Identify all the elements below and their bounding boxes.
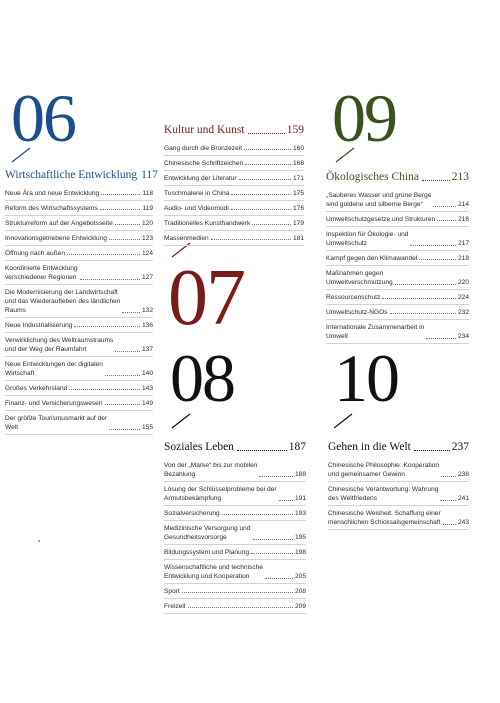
section-08-leader xyxy=(237,440,287,451)
toc-entry-leader xyxy=(188,607,293,608)
toc-entry-leader xyxy=(105,375,140,376)
toc-entry-page: 198 xyxy=(294,548,306,556)
toc-entry-line xyxy=(5,288,153,315)
toc-entry-page: 127 xyxy=(141,273,153,281)
toc-entry-page: 175 xyxy=(292,189,304,197)
toc-entry-text: Lösung der Schlüsselprobleme bei der Armutsbekämpfung xyxy=(164,485,277,502)
toc-entry-leader xyxy=(443,524,456,525)
toc-entry-line xyxy=(164,234,304,243)
section-08-entries xyxy=(164,458,306,614)
toc-entry-text: Kampf gegen den Klimawandel xyxy=(326,254,418,262)
toc-entry-line xyxy=(326,230,469,248)
toc-entry-text: Reform des Wirtschaftssystems xyxy=(5,204,98,212)
toc-entry-line xyxy=(326,191,469,209)
toc-entry-leader xyxy=(105,404,140,405)
section-07-leader xyxy=(248,123,285,134)
toc-entry-leader xyxy=(231,194,291,195)
toc-entry-leader xyxy=(80,279,140,280)
toc-entry-text: Neue Industrialisierung xyxy=(5,321,73,329)
toc-entry-text: Chinesische Philosophie: Kooperation und gemeinsamer Gewinn xyxy=(328,461,440,478)
toc-entry xyxy=(326,266,469,290)
toc-entry-line xyxy=(326,254,469,263)
toc-entry-leader xyxy=(279,500,293,501)
toc-entry-line xyxy=(328,485,469,503)
toc-entry xyxy=(328,506,469,530)
toc-entry-text: Ressourcenschutz xyxy=(326,293,381,301)
toc-entry-leader xyxy=(239,179,291,180)
toc-entry xyxy=(326,188,469,212)
toc-entry-page: 220 xyxy=(457,278,469,286)
toc-entry-line xyxy=(326,308,469,317)
toc-entry xyxy=(5,186,153,201)
toc-entry-line xyxy=(164,174,304,183)
toc-entry-line xyxy=(5,384,153,393)
toc-entry-text: Massenmedien xyxy=(164,234,209,242)
toc-entry xyxy=(164,521,306,545)
toc-entry-line xyxy=(164,524,306,542)
toc-entry xyxy=(164,186,304,201)
toc-entry-page: 238 xyxy=(457,470,469,478)
toc-entry-text: Freizeit xyxy=(164,602,186,610)
toc-entry-text: Innovationsgetriebene Entwicklung xyxy=(5,234,107,242)
toc-entry-line xyxy=(328,461,469,479)
print-speck xyxy=(38,540,40,542)
section-10-leader xyxy=(414,440,450,451)
section-08-heading xyxy=(164,440,306,454)
toc-entry-leader xyxy=(101,194,140,195)
toc-entry-line xyxy=(326,323,469,341)
toc-entry xyxy=(326,227,469,251)
toc-entry xyxy=(5,285,153,318)
toc-entry-leader xyxy=(265,578,293,579)
toc-entry xyxy=(5,333,153,357)
toc-entry-leader xyxy=(211,239,291,240)
toc-entry-page: 119 xyxy=(142,204,153,212)
toc-entry-page: 191 xyxy=(294,494,306,502)
section-06-heading xyxy=(5,168,158,182)
toc-entry xyxy=(164,560,306,584)
toc-entry xyxy=(5,261,153,285)
section-07-title: Kultur und Kunst xyxy=(164,124,245,136)
toc-entry-text: Maßnahmen gegen Umweltverschmutzung xyxy=(326,269,393,286)
toc-entry-page: 216 xyxy=(457,215,469,223)
section-07-entries xyxy=(164,141,304,246)
toc-entry-page: 243 xyxy=(457,518,469,526)
toc-entry xyxy=(164,458,306,482)
toc-entry-text: Chinesische Schriftzeichen xyxy=(164,159,244,167)
toc-entry-page: 118 xyxy=(142,189,153,197)
section-09-page: 213 xyxy=(451,171,469,183)
toc-entry-page: 224 xyxy=(457,293,469,301)
section-06-title: Wirtschaftliche Entwicklung xyxy=(5,169,138,181)
toc-entry-leader xyxy=(437,220,456,221)
toc-entry-line xyxy=(164,485,306,503)
toc-entry-page: 149 xyxy=(141,399,153,407)
section-06 xyxy=(5,168,158,435)
toc-entry-page: 217 xyxy=(457,239,469,247)
toc-entry-page: 123 xyxy=(141,234,153,242)
toc-entry-page: 132 xyxy=(141,306,153,314)
toc-entry-text: Traditionelles Kunsthandwerk xyxy=(164,219,251,227)
toc-entry-leader xyxy=(395,284,456,285)
toc-entry-line xyxy=(5,249,153,258)
section-06-page: 117 xyxy=(141,169,158,181)
toc-entry-leader xyxy=(222,514,293,515)
toc-entry-page: 205 xyxy=(294,572,306,580)
toc-entry-leader xyxy=(182,592,293,593)
slash-decoration-08 xyxy=(170,412,192,430)
toc-entry-line xyxy=(164,461,306,479)
slash-decoration-10 xyxy=(332,412,354,430)
toc-entry-page: 120 xyxy=(141,219,153,227)
toc-entry-leader xyxy=(109,239,140,240)
toc-entry-line xyxy=(164,204,304,213)
toc-entry-line xyxy=(5,234,153,243)
toc-entry-line xyxy=(5,189,153,198)
section-07-page: 159 xyxy=(286,124,304,136)
toc-entry-leader xyxy=(115,351,140,352)
toc-entry-text: Öffnung nach außen xyxy=(5,249,66,257)
section-09-title: Ökologisches China xyxy=(326,171,419,183)
toc-entry xyxy=(164,506,306,521)
toc-entry xyxy=(164,171,304,186)
toc-entry-page: 168 xyxy=(292,159,304,167)
toc-entry-line xyxy=(326,215,469,224)
section-09-leader xyxy=(422,170,450,181)
toc-entry xyxy=(328,458,469,482)
toc-entry xyxy=(164,141,304,156)
toc-entry-text: Verwirklichung des Weltraumstraums und der Weg der Raumfahrt xyxy=(5,336,114,353)
toc-entry xyxy=(5,216,153,231)
toc-entry-text: Gang durch die Bronzezeit xyxy=(164,144,243,152)
toc-entry xyxy=(164,545,306,560)
toc-entry-text: Finanz- und Versicherungswesen xyxy=(5,399,103,407)
toc-entry-leader xyxy=(419,259,456,260)
toc-entry-page: 143 xyxy=(141,384,153,392)
slash-decoration-06 xyxy=(10,146,32,164)
chapter-number-09: 09 xyxy=(332,80,396,156)
toc-entry-page: 209 xyxy=(294,602,306,610)
toc-entry-line xyxy=(164,189,304,198)
section-10-heading xyxy=(328,440,469,454)
toc-entry xyxy=(326,305,469,320)
section-10-title: Gehen in die Welt xyxy=(328,441,411,453)
toc-entry-leader xyxy=(244,149,291,150)
section-06-entries xyxy=(5,186,153,435)
toc-entry-leader xyxy=(410,245,456,246)
toc-entry-leader xyxy=(109,429,140,430)
toc-entry-text: Sozialversicherung xyxy=(164,509,220,517)
chapter-number-08: 08 xyxy=(170,340,234,416)
section-08-page: 187 xyxy=(288,441,306,453)
toc-entry-text: Koordinierte Entwicklung verschiedener Regionen xyxy=(5,264,78,281)
toc-entry-text: Großes Verkehrsland xyxy=(5,384,68,392)
toc-entry-leader xyxy=(100,209,141,210)
toc-entry-line xyxy=(164,602,306,611)
toc-entry-line xyxy=(164,509,306,518)
toc-entry-text: Medizinische Versorgung und Gesundheitsvorsorge xyxy=(164,524,251,541)
toc-entry-leader xyxy=(426,338,456,339)
toc-entry-leader xyxy=(259,476,293,477)
toc-entry-leader xyxy=(231,209,291,210)
toc-entry-leader xyxy=(433,206,456,207)
section-10-entries xyxy=(328,458,469,530)
toc-entry-line xyxy=(326,293,469,302)
toc-entry-page: 188 xyxy=(294,470,306,478)
toc-entry xyxy=(326,251,469,266)
toc-entry-leader xyxy=(69,389,140,390)
toc-entry xyxy=(5,357,153,381)
toc-entry-line xyxy=(164,548,306,557)
toc-entry-leader xyxy=(74,326,140,327)
toc-entry-page: 137 xyxy=(141,345,153,353)
toc-entry-line xyxy=(164,159,304,168)
toc-entry-line xyxy=(164,144,304,153)
toc-entry-page: 208 xyxy=(294,587,306,595)
chapter-number-10: 10 xyxy=(334,340,398,416)
section-10 xyxy=(328,440,469,530)
toc-entry xyxy=(5,201,153,216)
toc-entry xyxy=(164,584,306,599)
toc-entry-text: Chinesische Verantwortung: Wahrung des Weltfriedens xyxy=(328,485,439,502)
toc-entry-page: 214 xyxy=(457,200,469,208)
toc-entry-line xyxy=(326,269,469,287)
toc-entry-text: Umweltschutzgesetze und Strukturen xyxy=(326,215,436,223)
toc-entry-leader xyxy=(122,312,140,313)
toc-entry-leader xyxy=(252,224,291,225)
toc-entry xyxy=(5,396,153,411)
toc-entry xyxy=(326,212,469,227)
section-07-heading xyxy=(164,123,304,137)
toc-entry-leader xyxy=(67,254,140,255)
toc-entry xyxy=(164,201,304,216)
toc-entry-line xyxy=(164,587,306,596)
toc-entry-text: Inspektion für Ökologie- und Umweltschutz xyxy=(326,230,409,247)
toc-entry-line xyxy=(5,399,153,408)
toc-entry-text: Tuschmalerei in China xyxy=(164,189,230,197)
toc-entry-line xyxy=(5,321,153,330)
toc-entry-line xyxy=(164,219,304,228)
toc-entry xyxy=(326,290,469,305)
toc-entry xyxy=(5,231,153,246)
toc-entry-line xyxy=(164,563,306,581)
toc-entry-line xyxy=(328,509,469,527)
toc-entry xyxy=(164,599,306,614)
toc-entry-leader xyxy=(253,539,293,540)
toc-entry-text: „Sauberes Wasser und grüne Berge sind goldene und silberne Berge“ xyxy=(326,191,432,208)
toc-entry-text: Strukturreform auf der Angebotsseite xyxy=(5,219,113,227)
toc-entry-page: 160 xyxy=(292,144,304,152)
slash-decoration-09 xyxy=(334,146,356,164)
chapter-number-07: 07 xyxy=(168,254,244,342)
toc-entry-leader xyxy=(390,313,456,314)
toc-entry-text: Von der „Marke“ bis zur mobilen Bezahlung xyxy=(164,461,258,478)
toc-entry-leader xyxy=(115,224,140,225)
toc-entry-page: 140 xyxy=(141,369,153,377)
toc-entry-page: 136 xyxy=(141,321,153,329)
section-08-title: Soziales Leben xyxy=(164,441,234,453)
toc-entry xyxy=(164,482,306,506)
toc-entry-page: 179 xyxy=(292,219,304,227)
toc-entry-page: 193 xyxy=(294,509,306,517)
toc-entry-leader xyxy=(441,476,456,477)
toc-entry-leader xyxy=(245,164,291,165)
toc-entry-text: Wissenschaftliche und technische Entwicklung und Kooperation xyxy=(164,563,263,580)
toc-entry-text: Sport xyxy=(164,587,180,595)
toc-entry-text: Audio- und Videomodi xyxy=(164,204,229,212)
toc-entry-page: 195 xyxy=(294,533,306,541)
toc-entry-text: Bildungssystem und Planung xyxy=(164,548,250,556)
toc-entry-leader xyxy=(440,500,456,501)
toc-entry-text: Der größte Tourismusmarkt auf der Welt xyxy=(5,414,108,431)
toc-entry-page: 181 xyxy=(292,234,304,242)
toc-entry-page: 232 xyxy=(457,308,469,316)
toc-entry-line xyxy=(5,204,153,213)
toc-entry xyxy=(164,156,304,171)
toc-entry-page: 171 xyxy=(292,174,304,182)
section-07 xyxy=(164,123,304,246)
toc-entry-page: 234 xyxy=(457,332,469,340)
toc-entry-leader xyxy=(382,298,456,299)
toc-entry-text: Neue Entwicklungen der digitalen Wirtschaft xyxy=(5,360,103,377)
toc-entry xyxy=(5,318,153,333)
toc-entry xyxy=(164,231,304,246)
toc-entry-page: 155 xyxy=(141,423,153,431)
chapter-number-06: 06 xyxy=(11,80,75,156)
toc-entry-line xyxy=(5,264,153,282)
toc-entry-line xyxy=(5,336,153,354)
section-09 xyxy=(326,170,469,344)
toc-entry-page: 241 xyxy=(457,494,469,502)
toc-entry-page: 124 xyxy=(141,249,153,257)
toc-entry-text: Neue Ära und neue Entwicklung xyxy=(5,189,100,197)
toc-entry-text: Entwicklung der Literatur xyxy=(164,174,237,182)
toc-entry xyxy=(164,216,304,231)
toc-entry-leader xyxy=(251,553,293,554)
toc-entry-text: Internationale Zusammenarbeit in Umwelt xyxy=(326,323,425,340)
toc-entry xyxy=(5,246,153,261)
section-09-entries xyxy=(326,188,469,344)
section-09-heading xyxy=(326,170,469,184)
toc-entry-line xyxy=(5,219,153,228)
toc-entry xyxy=(5,381,153,396)
toc-entry-text: Die Modernisierung der Landwirtschaft und das Wiederaufleben des ländlichen Raums xyxy=(5,288,121,314)
toc-entry xyxy=(328,482,469,506)
toc-entry-text: Umweltschutz-NGOs xyxy=(326,308,388,316)
toc-entry-line xyxy=(5,414,153,432)
toc-entry-page: 176 xyxy=(292,204,304,212)
section-08 xyxy=(164,440,306,614)
toc-entry xyxy=(326,320,469,344)
toc-entry-line xyxy=(5,360,153,378)
section-10-page: 237 xyxy=(451,441,469,453)
toc-entry xyxy=(5,411,153,435)
toc-entry-text: Chinesische Weisheit: Schaffung einer menschlichen Schicksalsgemeinschaft xyxy=(328,509,441,526)
toc-entry-page: 218 xyxy=(457,254,469,262)
